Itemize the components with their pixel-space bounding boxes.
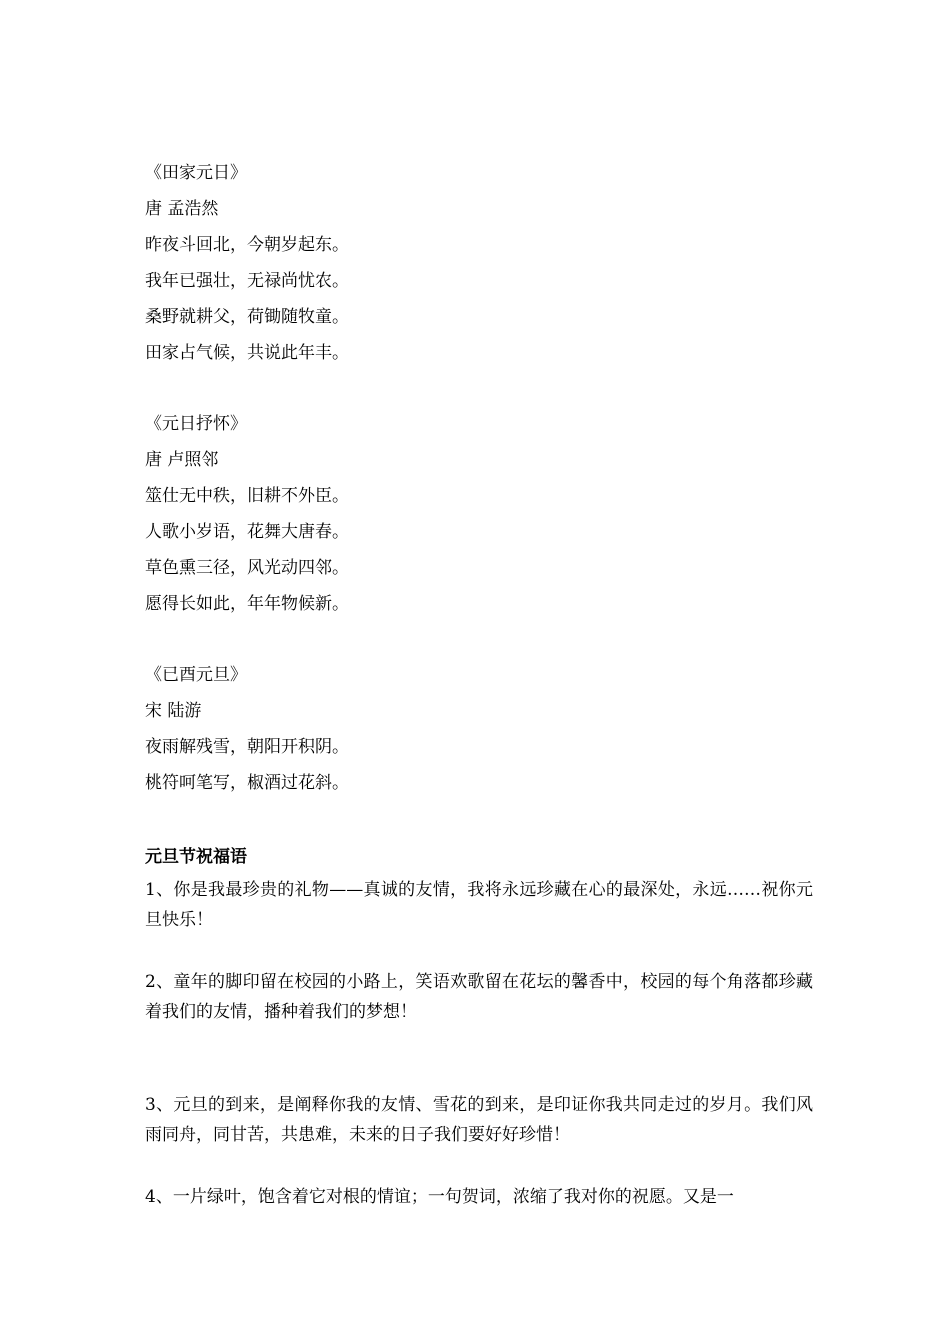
poem-title: 《元日抒怀》	[145, 414, 247, 434]
poem-line: 桃符呵笔写，椒酒过花斜。	[145, 773, 349, 793]
poem-line: 人歌小岁语，花舞大唐春。	[145, 522, 349, 542]
blessing-item: 4、一片绿叶，饱含着它对根的情谊；一句贺词，浓缩了我对你的祝愿。又是一	[145, 1187, 734, 1207]
poem-line: 桑野就耕父，荷锄随牧童。	[145, 307, 349, 327]
blessing-item: 3、元旦的到来，是阐释你我的友情、雪花的到来，是印证你我共同走过的岁月。我们风雨同舟，同甘苦，共患难，未来的日子我们要好好珍惜！	[145, 1095, 813, 1145]
blessing-item: 1、你是我最珍贵的礼物——真诚的友情，我将永远珍藏在心的最深处，永远……祝你元旦快乐！	[145, 880, 813, 930]
poem-line: 昨夜斗回北，今朝岁起东。	[145, 235, 349, 255]
poem-line: 筮仕无中秩，旧耕不外臣。	[145, 486, 349, 506]
poem-line: 夜雨解残雪，朝阳开积阴。	[145, 737, 349, 757]
blessing-item: 2、童年的脚印留在校园的小路上，笑语欢歌留在花坛的馨香中，校园的每个角落都珍藏着我们的友情，播种着我们的梦想！	[145, 972, 813, 1022]
poem-author: 唐 孟浩然	[145, 199, 219, 219]
poem-line: 草色熏三径，风光动四邻。	[145, 558, 349, 578]
section-heading: 元旦节祝福语	[145, 847, 247, 867]
poem-title: 《已酉元旦》	[145, 665, 247, 685]
poem-line: 田家占气候，共说此年丰。	[145, 343, 349, 363]
poem-line: 愿得长如此，年年物候新。	[145, 594, 349, 614]
poem-line: 我年已强壮，无禄尚忧农。	[145, 271, 349, 291]
poem-author: 唐 卢照邻	[145, 450, 219, 470]
poem-author: 宋 陆游	[145, 701, 202, 721]
poem-title: 《田家元日》	[145, 163, 247, 183]
